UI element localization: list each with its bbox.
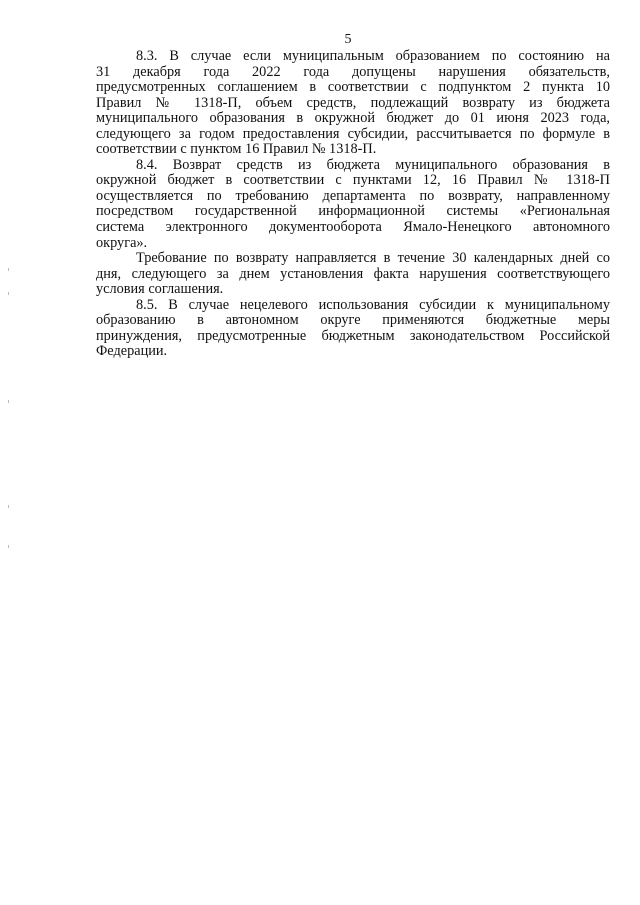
text-line: Правил № 1318-П, объем средств, подлежащий возврату из бюджета: [96, 94, 610, 111]
scan-mark: [8, 545, 9, 548]
text-line: Федерации.: [96, 343, 168, 360]
text-line: следующего за годом предоставления субсидии, рассчитывается по формуле в: [96, 125, 610, 142]
text-line: окружной бюджет в соответствии с пунктами 12, 16 Правил № 1318-П: [96, 172, 610, 189]
text-line: Требование по возврату направляется в течение 30 календарных дней со: [136, 250, 610, 267]
text-line: 8.4. Возврат средств из бюджета муниципального образования в: [136, 156, 610, 173]
scan-mark: [8, 292, 9, 295]
paragraph: [96, 251, 610, 298]
paragraph: [96, 298, 610, 360]
text-line: 8.5. В случае нецелевого использования субсидии к муниципальному: [136, 296, 610, 313]
text-line: 31 декабря года 2022 года допущены нарушения обязательств,: [96, 63, 610, 80]
text-line: принуждения, предусмотренные бюджетным законодательством Российской: [96, 327, 610, 344]
paragraph: [96, 158, 610, 251]
page-number: 5: [344, 32, 352, 47]
text-line: образованию в автономном округе применяются бюджетные меры: [96, 312, 610, 329]
text-line: соответствии с пунктом 16 Правил № 1318-П.: [96, 141, 377, 158]
text-line: осуществляется по требованию департамента по возврату, направленному: [96, 187, 610, 204]
text-line: муниципального образования в окружной бюджет до 01 июня 2023 года,: [96, 110, 610, 127]
scan-mark: [8, 505, 9, 508]
scan-mark: [8, 268, 9, 271]
text-line: посредством государственной информационной системы «Региональная: [96, 203, 610, 220]
text-line: система электронного документооборота Ямало-Ненецкого автономного: [96, 219, 610, 236]
text-line: предусмотренных соглашением в соответствии с подпунктом 2 пункта 10: [96, 79, 610, 96]
text-line: 8.3. В случае если муниципальным образованием по состоянию на: [136, 48, 610, 64]
text-line: дня, следующего за днем установления факта нарушения соответствующего: [96, 265, 610, 282]
document-body: [96, 49, 610, 360]
text-line: условия соглашения.: [96, 281, 224, 298]
scan-mark: [8, 400, 9, 403]
paragraph: [96, 49, 610, 158]
text-line: округа».: [96, 234, 148, 251]
